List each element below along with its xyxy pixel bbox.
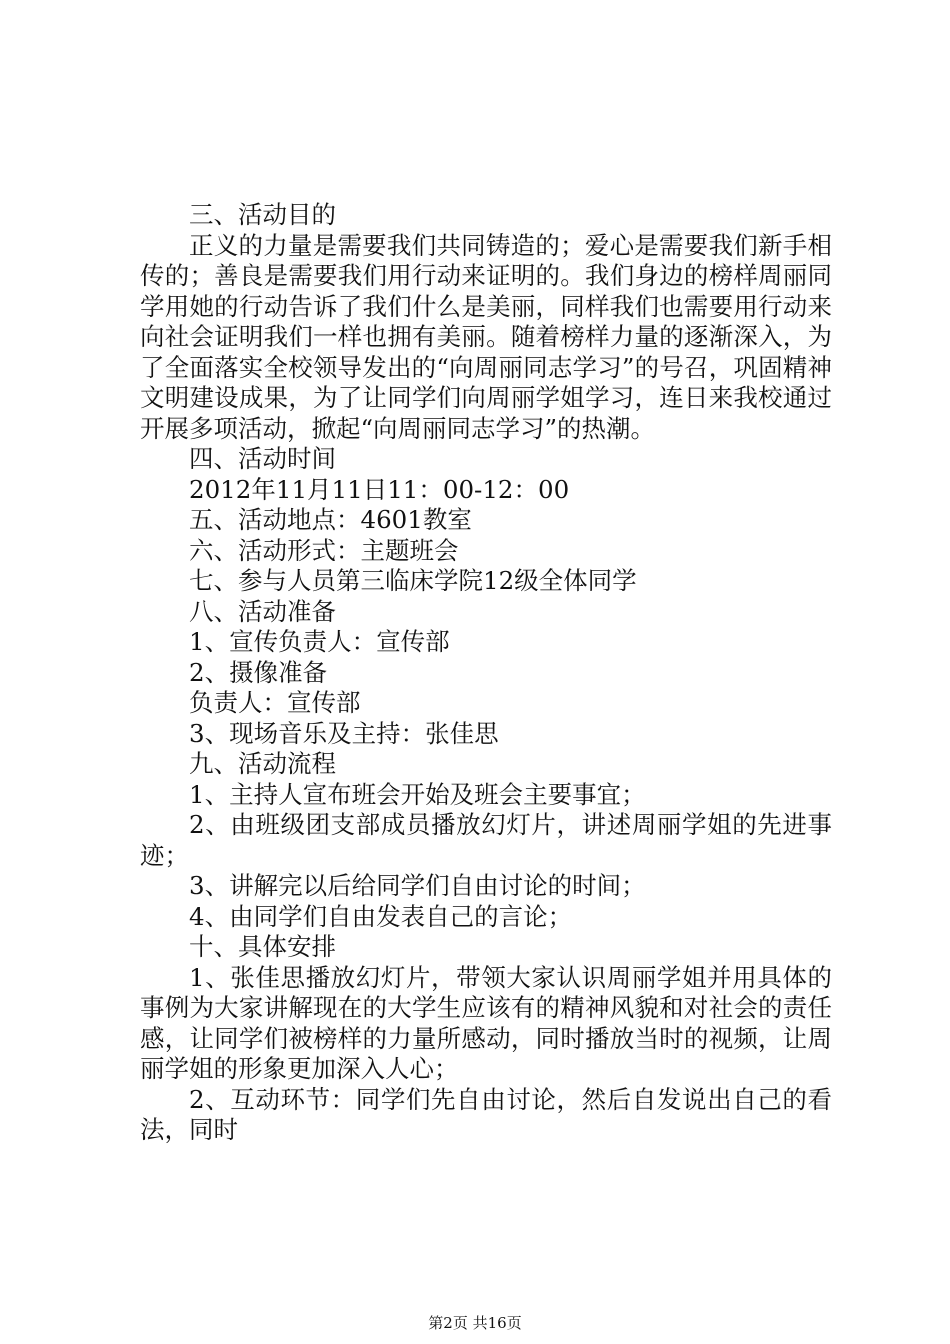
arrangement-item: 2、互动环节：同学们先自由讨论，然后自发说出自己的看法，同时 [140,1084,832,1144]
process-step: 4、由同学们自由发表自己的言论； [189,901,573,931]
purpose-paragraph: 正义的力量是需要我们共同铸造的；爱心是需要我们新手相传的；善良是需要我们用行动来证明的。我们身边的榜样周丽同学用她的行动告诉了我们什么是美丽，同样我们也需要用行动来向社会证明我们一样也拥有美丽。随着榜样力量的逐渐深入，为了全面落实全校领导发出的“向周丽同志学习”的号召，巩固精神文明建设成果，为了让同学们向周丽学姐学习，连日来我校通过开展多项活动，掀起“向周丽同志学习”的热潮。 [140,230,832,443]
process-step: 2、由班级团支部成员播放幻灯片，讲述周丽学姐的先进事迹； [140,810,832,870]
preparation-item: 1、宣传负责人：宣传部 [189,627,450,656]
preparation-item-owner: 负责人：宣传部 [189,688,361,717]
section-heading-arrangement: 十、具体安排 [189,932,336,961]
document-body [140,200,832,1146]
section-heading-process: 九、活动流程 [189,749,336,778]
process-step: 1、主持人宣布班会开始及班会主要事宜； [189,779,646,809]
arrangement-item: 1、张佳思播放幻灯片，带领大家认识周丽学姐并用具体的事例为大家讲解现在的大学生应该有的精神风貌和对社会的责任感，让同学们被榜样的力量所感动，同时播放当时的视频，让周丽学姐的形象更加深入人心； [140,962,832,1083]
preparation-item: 2、摄像准备 [189,657,328,687]
process-step: 3、讲解完以后给同学们自由讨论的时间； [189,871,646,900]
section-heading-purpose: 三、活动目的 [189,200,336,229]
preparation-item: 3、现场音乐及主持：张佳思 [189,718,499,748]
page-number-footer: 第2页 共16页 [428,1314,522,1332]
event-time: 2012年11月11日11：00-12：00 [189,474,570,504]
section-heading-participants: 七、参与人员第三临床学院12级全体同学 [189,566,637,595]
section-heading-time: 四、活动时间 [189,444,336,473]
section-heading-format: 六、活动形式：主题班会 [189,535,459,565]
section-heading-location: 五、活动地点：4601教室 [189,505,472,534]
section-heading-preparation: 八、活动准备 [189,596,336,626]
